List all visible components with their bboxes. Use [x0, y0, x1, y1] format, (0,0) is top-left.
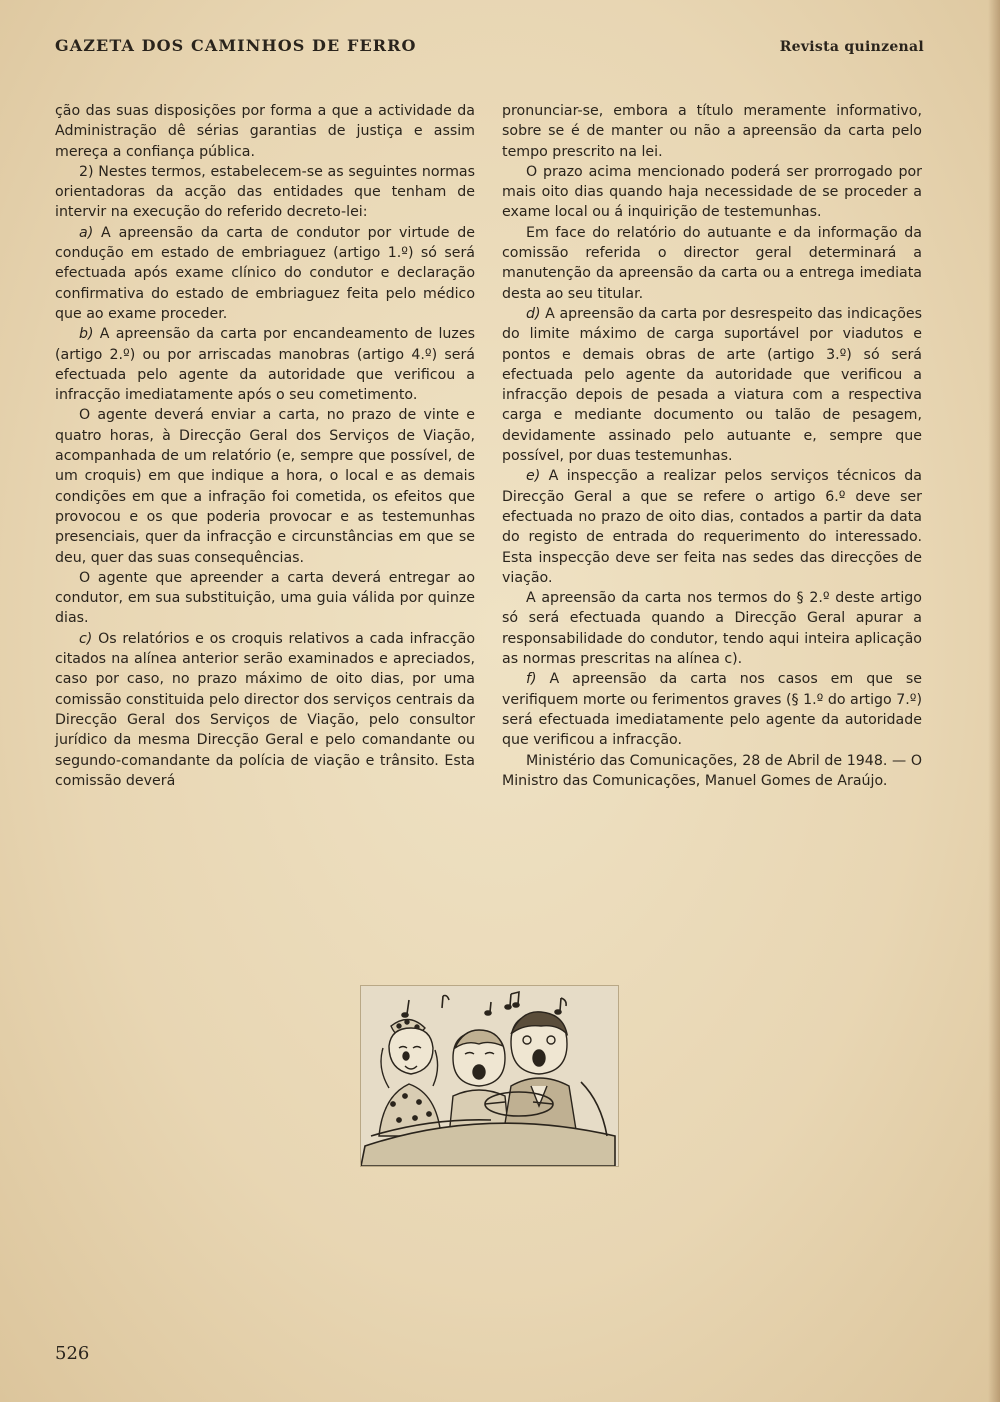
paragraph	[502, 751, 922, 792]
item-letter: b)	[79, 326, 94, 343]
paragraph	[55, 223, 475, 324]
paragraph	[55, 324, 475, 405]
item-letter: f)	[526, 671, 537, 688]
paragraph	[502, 588, 922, 669]
paragraph-text: A apreensão da carta por desrespeito das indicações do limite máximo de carga suportável por viadutos e pontos e demais obras de arte (artigo 3.º) só será efectuada pelo agente da autoridade que verificou a infracção depois de pesada a viatura com a respectiva carga e mediante documento ou talão de pesagem, devidamente assinado pelo autuante e, sempre que possível, por duas testemunhas.	[502, 305, 922, 465]
paragraph	[55, 101, 475, 162]
paragraph-text: Em face do relatório do autuante e da informação da comissão referida o director geral determinará a manutenção da apreensão da carta ou a entrega imediata desta ao seu titular.	[502, 224, 922, 302]
paragraph	[502, 669, 922, 750]
paragraph-text: A apreensão da carta por encandeamento de luzes (artigo 2.º) ou por arriscadas manobras (artigo 4.º) será efectuada pelo agente da autoridade que verificou a infracção imediatamente após o seu cometimento.	[55, 326, 475, 404]
publication-subtitle: Revista quinzenal	[779, 39, 924, 55]
left-text-column	[55, 101, 475, 791]
paragraph-text: 2) Nestes termos, estabelecem-se as seguintes normas orientadoras da acção das entidades que tenham de intervir na execução do referido decreto-lei:	[55, 163, 475, 221]
paragraph	[55, 629, 475, 791]
singing-family-in-car-drawing	[361, 986, 618, 1166]
paragraph-text: A apreensão da carta nos casos em que se verifiquem morte ou ferimentos graves (§ 1.º do artigo 7.º) será efectuada imediatamente pelo agente da autoridade que verificou a infracção.	[502, 671, 922, 749]
page-number: 526	[55, 1343, 90, 1364]
paragraph-text: O agente que apreender a carta deverá entregar ao condutor, em sua substituição, uma guia válida por quinze dias.	[55, 569, 475, 627]
item-letter: e)	[526, 468, 541, 485]
item-letter: d)	[526, 305, 541, 322]
paragraph	[55, 162, 475, 223]
cartoon-illustration	[360, 985, 619, 1167]
paragraph-text: pronunciar-se, embora a título meramente informativo, sobre se é de manter ou não a apreensão da carta pelo tempo prescrito na lei.	[502, 103, 922, 160]
paragraph	[502, 466, 922, 588]
paragraph-text: A apreensão da carta de condutor por virtude de condução em estado de embriaguez (artigo 1.º) só será efectuada após exame clínico do condutor e declaração confirmativa do estado de embriaguez feita pelo médico que ao exame proceder.	[55, 224, 475, 322]
paragraph	[502, 223, 922, 304]
paragraph-text: ção das suas disposições por forma a que a actividade da Administração dê sérias garantias de justiça e assim mereça a confiança pública.	[55, 103, 475, 160]
paragraph	[55, 405, 475, 567]
paragraph	[502, 101, 922, 162]
paragraph-text: A inspecção a realizar pelos serviços técnicos da Direcção Geral a que se refere o artigo 6.º deve ser efectuada no prazo de oito dias, contados a partir da data do registo de entrada do requerimento do interessado. Esta inspecção deve ser feita nas sedes das direcções de viação.	[502, 468, 922, 586]
publication-title: GAZETA DOS CAMINHOS DE FERRO	[55, 36, 417, 55]
paragraph-text: Os relatórios e os croquis relativos a cada infracção citados na alínea anterior serão examinados e apreciados, caso por caso, no prazo máximo de oito dias, por uma comissão constituida pelo director dos serviços centrais da Direcção Geral dos Serviços de Viação, pelo consultor jurídico da mesma Direcção Geral e pelo comandante ou segundo-comandante da polícia de viação e trânsito. Esta comissão deverá	[55, 630, 475, 789]
paragraph-text: Ministério das Comunicações, 28 de Abril de 1948. — O Ministro das Comunicações, Manuel Gomes de Araújo.	[502, 752, 922, 789]
paragraph	[55, 568, 475, 629]
page-header	[55, 36, 924, 55]
paragraph	[502, 304, 922, 466]
item-letter: c)	[79, 630, 93, 647]
item-letter: a)	[79, 224, 94, 241]
paragraph	[502, 162, 922, 223]
paragraph-text: A apreensão da carta nos termos do § 2.º deste artigo só será efectuada quando a Direcção Geral apurar a responsabilidade do condutor, tendo aqui inteira aplicação as normas prescritas na alínea c).	[502, 590, 922, 668]
right-text-column	[502, 101, 922, 791]
paragraph-text: O agente deverá enviar a carta, no prazo de vinte e quatro horas, à Direcção Geral dos Serviços de Viação, acompanhada de um relatório (e, sempre que possível, de um croquis) em que indique a hora, o local e as demais condições em que a infração foi cometida, os efeitos que provocou e os que poderia provocar e as testemunhas presenciais, quer da infracção e circunstâncias em que se deu, quer das suas consequências.	[55, 407, 475, 566]
paragraph-text: O prazo acima mencionado poderá ser prorrogado por mais oito dias quando haja necessidade de se proceder a exame local ou á inquirição de testemunhas.	[502, 163, 922, 221]
